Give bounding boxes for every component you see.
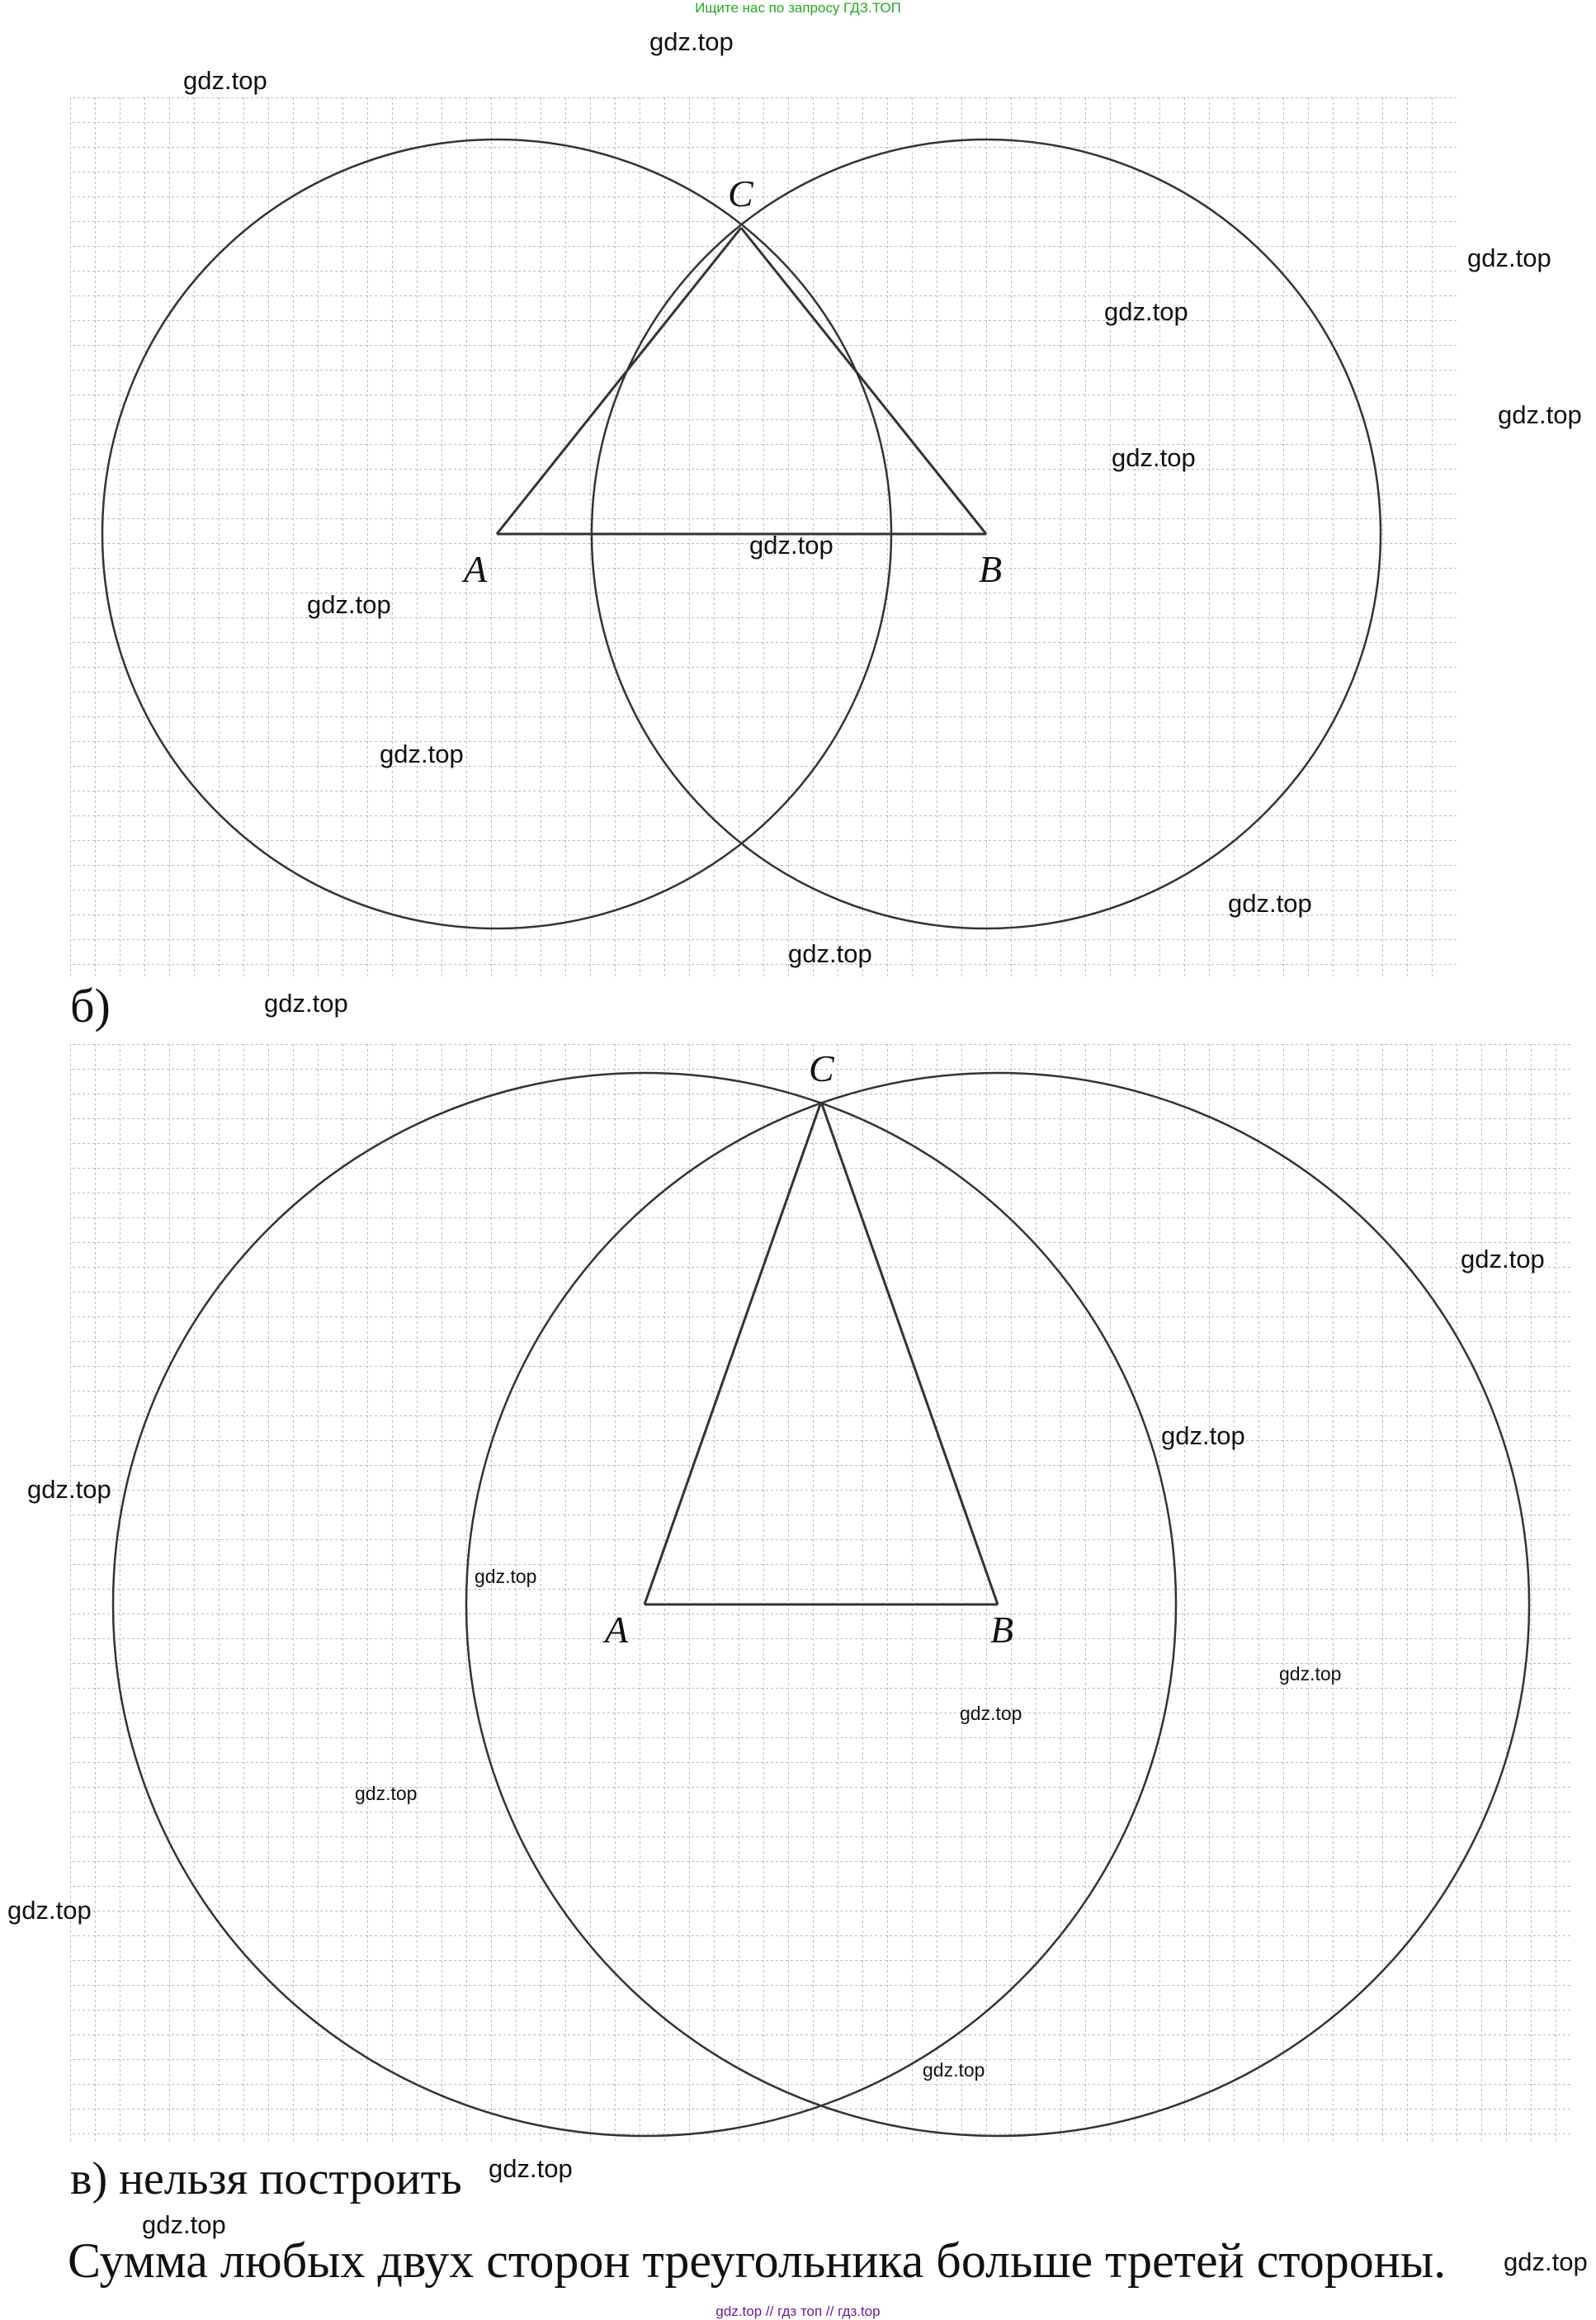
part-c-explanation: Сумма любых двух сторон треугольника больше третей стороны. bbox=[68, 2233, 1447, 2288]
watermark: gdz.top bbox=[1498, 400, 1582, 429]
watermark: gdz.top bbox=[1504, 2247, 1588, 2276]
part-c-label: в) нельзя построить bbox=[70, 2153, 462, 2204]
vertex-b-label-a: B bbox=[979, 548, 1003, 590]
watermark: gdz.top bbox=[27, 1475, 111, 1504]
top-banner[interactable]: Ищите нас по запросу ГДЗ.ТОП bbox=[695, 0, 901, 16]
watermark: gdz.top bbox=[1461, 1245, 1545, 1273]
watermark: gdz.top bbox=[1161, 1421, 1245, 1450]
vertex-c-label-a: C bbox=[728, 172, 753, 215]
watermark: gdz.top bbox=[788, 939, 872, 968]
vertex-b-label-b: B bbox=[990, 1609, 1014, 1651]
watermark: gdz.top bbox=[749, 531, 833, 560]
watermark: gdz.top bbox=[380, 739, 464, 768]
footer-links[interactable]: gdz.top // гдз топ // гдз.top bbox=[715, 2303, 881, 2319]
watermark: gdz.top bbox=[649, 27, 734, 56]
watermark: gdz.top bbox=[475, 1566, 537, 1587]
vertex-a-label-a: A bbox=[464, 548, 488, 590]
vertex-a-label-b: A bbox=[605, 1609, 629, 1651]
watermark: gdz.top bbox=[183, 66, 267, 95]
watermark: gdz.top bbox=[264, 989, 348, 1018]
watermark: gdz.top bbox=[7, 1896, 92, 1925]
watermark: gdz.top bbox=[923, 2059, 985, 2081]
watermark: gdz.top bbox=[307, 590, 391, 619]
watermark: gdz.top bbox=[1228, 889, 1312, 918]
watermark: gdz.top bbox=[489, 2154, 573, 2183]
grid-b bbox=[70, 1044, 1572, 2142]
watermark: gdz.top bbox=[1467, 243, 1551, 272]
watermark: gdz.top bbox=[1104, 297, 1188, 326]
watermark: gdz.top bbox=[142, 2210, 226, 2239]
watermark: gdz.top bbox=[355, 1783, 418, 1804]
watermark: gdz.top bbox=[960, 1703, 1022, 1724]
watermark: gdz.top bbox=[1279, 1663, 1342, 1684]
watermark: gdz.top bbox=[1112, 443, 1196, 472]
diagram-b-label: б) bbox=[70, 979, 111, 1032]
vertex-c-label-b: C bbox=[809, 1047, 834, 1089]
